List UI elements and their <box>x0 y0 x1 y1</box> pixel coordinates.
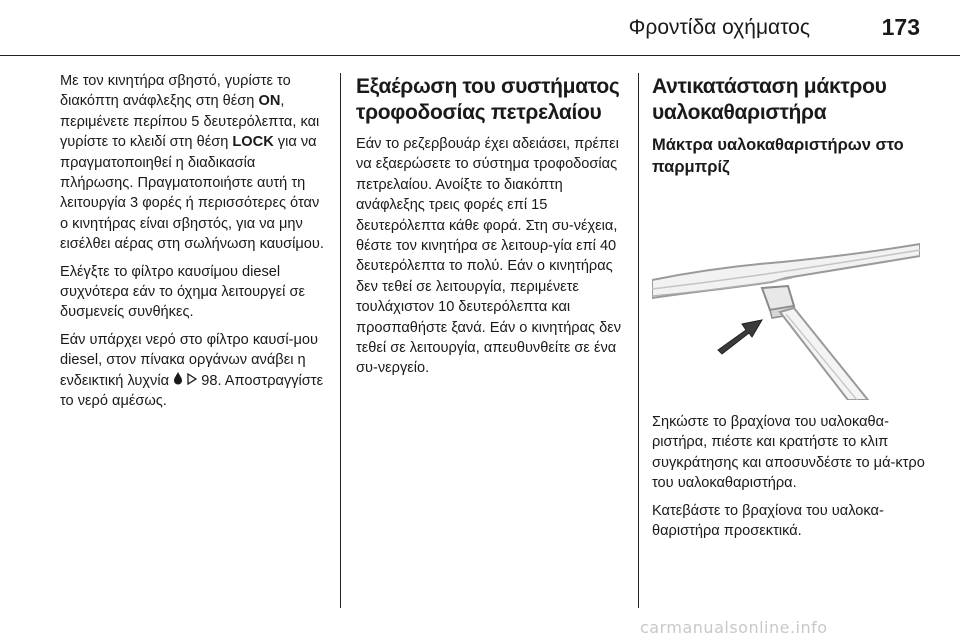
column-divider <box>638 73 639 608</box>
paragraph: Εάν υπάρχει νερό στο φίλτρο καυσί-μου diesel, στον πίνακα οργάνων ανάβει η ενδεικτική λυχνία 98. Αποστραγγίστε το νερό αμέσως. <box>60 331 324 410</box>
section-heading: Εξαέρωση του συστήματος τροφοδοσίας πετρελαίου <box>356 75 620 124</box>
wiper-arm-illustration <box>652 194 920 400</box>
column-right <box>652 71 927 548</box>
paragraph: Εάν το ρεζερβουάρ έχει αδειάσει, πρέπει να εξαερώσετε το σύστημα τροφοδοσίας πετρελαίου. Ανοίξτε το διακόπτη ανάφλεξης τρεις φορές επί 15 δευτερόλεπτα κάθε φορά. Στη συ-νέχεια, θέστε τον κινητήρα σε λειτουρ-γία επί 40 δευτερόλεπτα το πολύ. Εάν ο κινητήρας δεν τεθεί σε λειτουργία, περιμένετε τουλάχιστον 10 δευτερόλεπτα και προσπαθήστε ξανά. Εάν ο κινητήρας δεν τεθεί σε λειτουργία, απευθυνθείτε σε ένα συ-νεργείο. <box>356 136 622 377</box>
page-number: 173 <box>881 14 920 40</box>
header-rule <box>0 55 960 56</box>
ignition-position-on: ON <box>258 93 281 110</box>
page-reference: 98 <box>201 372 218 389</box>
paragraph: Κατεβάστε το βραχίονα του υαλοκα-θαριστήρα προσεκτικά. <box>652 502 884 540</box>
watermark: carmanualsonline.info <box>640 618 828 637</box>
column-middle <box>356 71 631 386</box>
paragraph: Ελέγξτε το φίλτρο καυσίμου diesel συχνότερα εάν το όχημα λειτουργεί σε δυσμενείς συνθήκες. <box>60 263 305 321</box>
fuel-filter-warning-icon <box>173 374 183 388</box>
ignition-position-lock: LOCK <box>232 134 274 151</box>
section-heading: Αντικατάσταση μάκτρου υαλοκαθαριστήρα <box>652 75 887 124</box>
paragraph: Με τον κινητήρα σβηστό, γυρίστε το διακόπτη ανάφλεξης στη θέση ON, περιμένετε περίπου 5 δευτερόλεπτα, και γυρίστε το κλειδί στη θέση LOCK για να πραγματοποιηθεί η διαδικασία πλήρωσης. Πραγματοποιήστε αυτή τη λειτουργία 3 φορές ή περισσότερες όταν ο κινητήρας είναι σβηστός, για να μην εισέλθει αέρας στη σωλήνωση καυσίμου. <box>60 73 324 253</box>
column-divider <box>340 73 341 608</box>
column-left <box>60 71 328 419</box>
paragraph: Σηκώστε το βραχίονα του υαλοκαθα-ριστήρα, πιέστε και κρατήστε το κλιπ συγκράτησης και αποσυνδέστε το μά-κτρο του υαλοκαθαριστήρα. <box>652 414 925 492</box>
page-reference-icon <box>187 373 197 389</box>
subsection-heading: Μάκτρα υαλοκαθαριστήρων στο παρμπρίζ <box>652 136 904 176</box>
section-title: Φροντίδα οχήματος <box>628 16 810 39</box>
